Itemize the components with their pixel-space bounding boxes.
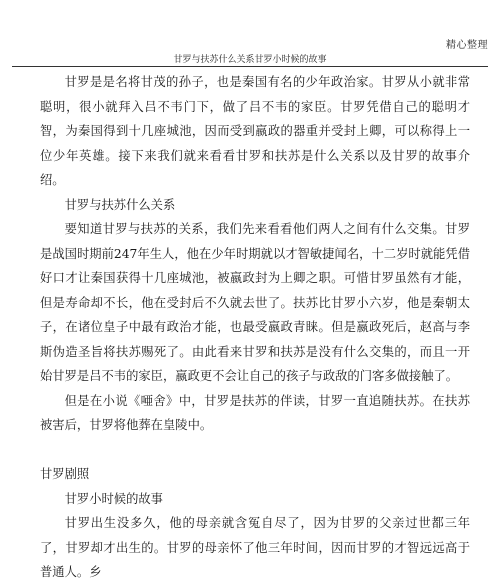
relation-paragraph: 要知道甘罗与扶苏的关系，我们先来看看他们两人之间有什么交集。甘罗是战国时期前247年生人，他在少年时期就以才智敏捷闻名，十二岁时就能凭借好口才让秦国获得十几座城池，被嬴政封为上卿之职。可惜甘罗虽然有才能，但是寿命却不长，他在受封后不久就去世了。扶苏比甘罗小六岁，他是秦朝太子，在诸位皇子中最有政治才能，也最受嬴政青睐。但是嬴政死后，赵高与李斯伪造圣旨将扶苏赐死了。由此看来甘罗和扶苏是没有什么交集的，而且一开始甘罗是吕不韦的家臣，嬴政更不会让自己的孩子与政敌的门客多做接触了。 [40, 222, 470, 383]
page-header-title: 甘罗与扶苏什么关系甘罗小时候的故事 [173, 55, 327, 65]
story-paragraph: 甘罗出生没多久，他的母亲就含冤自尽了，因为甘罗的父亲过世都三年了，甘罗却才出生的。甘罗的母亲怀了他三年时间，因而甘罗的才智远远高于普通人。乡 [40, 516, 470, 579]
section-heading-childhood: 甘罗小时候的故事 [64, 491, 163, 506]
novel-paragraph: 但是在小说《唖舍》中，甘罗是扶苏的伴读，甘罗一直追随扶苏。在扶苏被害后，甘罗将他葬在皇陵中。 [40, 393, 470, 432]
section-heading-still: 甘罗剧照 [40, 467, 90, 481]
brand-label: 精心整理 [446, 40, 488, 51]
intro-paragraph: 甘罗是是名将甘茂的孙子，也是秦国有名的少年政治家。甘罗从小就非常聪明，很小就拜入吕不韦门下，做了吕不韦的家臣。甘罗凭借自己的聪明才智，为秦国得到十几座城池，因而受到嬴政的器重并受封上卿，可以称得上一位少年英雄。接下来我们就来看看甘罗和扶苏是什么关系以及甘罗的故事介绍。 [40, 75, 470, 187]
section-heading-relation: 甘罗与扶苏什么关系 [64, 197, 176, 212]
article-body [40, 70, 470, 585]
header-divider [12, 66, 488, 67]
blank-line [40, 438, 470, 463]
